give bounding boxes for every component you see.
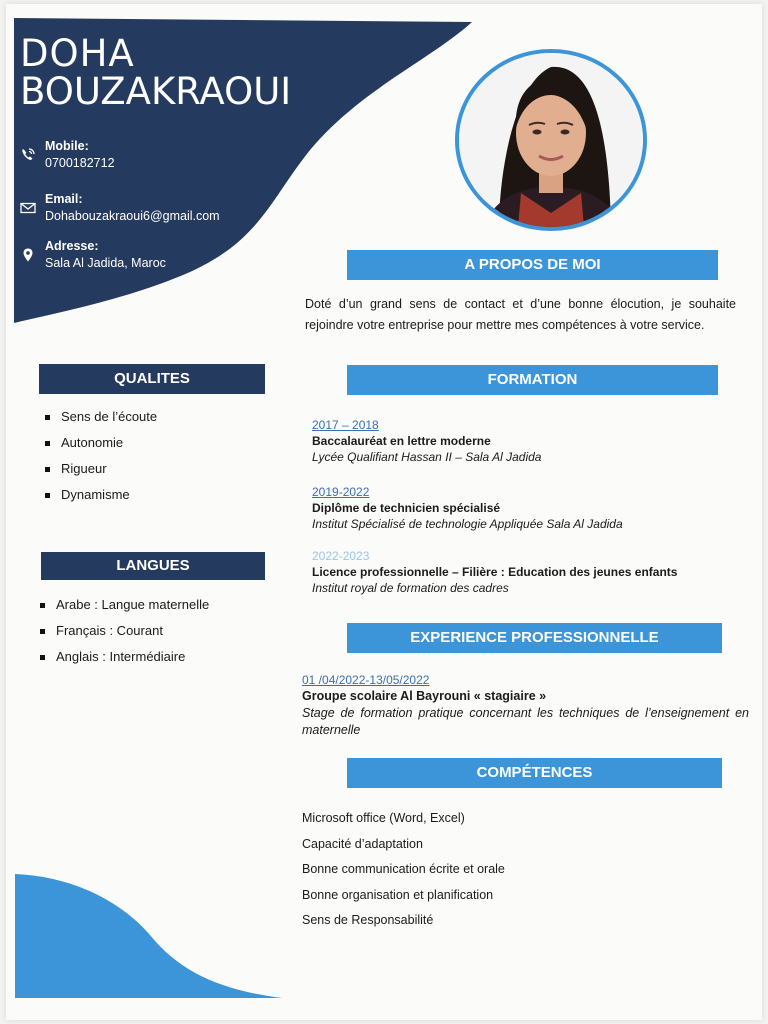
formation-period: 2017 – 2018	[312, 418, 379, 432]
qualite-item: Autonomie	[43, 435, 157, 450]
langue-item: Arabe : Langue maternelle	[38, 597, 209, 612]
formation-section-title: FORMATION	[347, 365, 718, 395]
mobile-label: Mobile:	[45, 139, 89, 153]
formation-degree: Baccalauréat en lettre moderne	[312, 434, 491, 448]
about-section-title: A PROPOS DE MOI	[347, 250, 718, 280]
formation-institution: Institut royal de formation des cadres	[312, 581, 509, 595]
last-name: BOUZAKRAOUI	[20, 70, 292, 113]
footer-decoration	[0, 860, 320, 1010]
formation-item	[312, 418, 541, 464]
formation-period: 2022-2023	[312, 549, 370, 563]
formation-degree: Licence professionnelle – Filière : Education des jeunes enfants	[312, 565, 678, 579]
qualite-item: Dynamisme	[43, 487, 157, 502]
phone-icon	[20, 147, 36, 163]
profile-photo	[455, 49, 647, 231]
competence-item: Sens de Responsabilité	[302, 913, 434, 927]
competence-item: Microsoft office (Word, Excel)	[302, 811, 465, 825]
address-value: Sala Al Jadida, Maroc	[45, 256, 166, 270]
qualites-section-title: QUALITES	[39, 364, 265, 394]
formation-item	[312, 485, 623, 531]
langue-item: Anglais : Intermédiaire	[38, 649, 209, 664]
email-label: Email:	[45, 192, 83, 206]
envelope-icon	[20, 200, 36, 216]
experience-company: Groupe scolaire Al Bayrouni « stagiaire »	[302, 689, 547, 703]
formation-institution: Institut Spécialisé de technologie Appliquée Sala Al Jadida	[312, 517, 623, 531]
formation-item	[312, 549, 677, 595]
competence-item: Capacité d’adaptation	[302, 837, 423, 851]
location-pin-icon	[20, 247, 36, 263]
competence-item: Bonne communication écrite et orale	[302, 862, 505, 876]
address-label: Adresse:	[45, 239, 99, 253]
formation-institution: Lycée Qualifiant Hassan II – Sala Al Jadida	[312, 450, 542, 464]
competence-item: Bonne organisation et planification	[302, 888, 494, 902]
langues-list	[38, 597, 209, 675]
competences-section-title: COMPÉTENCES	[347, 758, 722, 788]
langue-item: Français : Courant	[38, 623, 209, 638]
about-text: Doté d’un grand sens de contact et d’une bonne élocution, je souhaite rejoindre votre entreprise pour mettre mes compétences à votre service.	[305, 297, 736, 332]
email-value: Dohabouzakraoui6@gmail.com	[45, 209, 220, 223]
mobile-value: 0700182712	[45, 156, 115, 170]
experience-item	[302, 673, 749, 739]
experience-period: 01 /04/2022-13/05/2022	[302, 673, 430, 687]
first-name: DOHA	[20, 32, 135, 75]
experience-section-title: EXPERIENCE PROFESSIONNELLE	[347, 623, 722, 653]
formation-period: 2019-2022	[312, 485, 370, 499]
qualite-item: Sens de l’écoute	[43, 409, 157, 424]
experience-description: Stage de formation pratique concernant les techniques de l’enseignement en maternelle	[302, 706, 749, 737]
qualites-list	[43, 409, 157, 513]
formation-degree: Diplôme de technicien spécialisé	[312, 501, 501, 515]
qualite-item: Rigueur	[43, 461, 157, 476]
langues-section-title: LANGUES	[41, 552, 265, 580]
